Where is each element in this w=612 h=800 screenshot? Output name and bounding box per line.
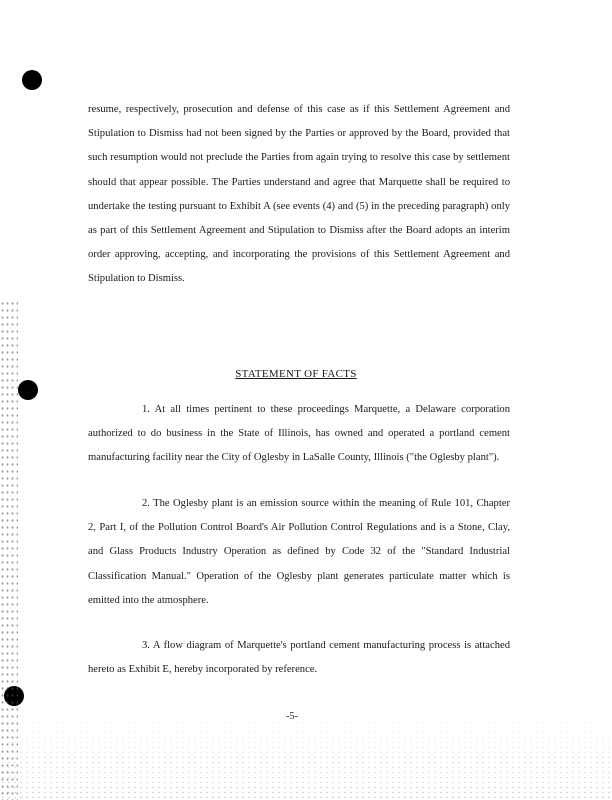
punch-hole-top: [22, 70, 42, 90]
fact-paragraph-1: 1. At all times pertinent to these proceedings Marquette, a Delaware corporation authorized to do business in the State of Illinois, has owned and operated a portland cement manufacturing facility near the City of Oglesby in LaSalle County, Illinois ("the Oglesby plant").: [88, 404, 510, 464]
continued-paragraph: resume, respectively, prosecution and defense of this case as if this Settlement Agreement and Stipulation to Dismiss had not been signed by the Parties or approved by the Board, provided that such resumption would not preclude the Parties from again trying to resolve this case by settlement should that appear possible. The Parties understand and agree that Marquette shall be required to undertake the testing pursuant to Exhibit A (see events (4) and (5) in the preceding paragraph) only as part of this Settlement Agreement and Stipulation to Dismiss after the Board adopts an interim order approving, accepting, and incorporating the provisions of this Settlement Agreement and Stipulation to Dismiss.: [88, 104, 510, 285]
scan-noise-bottom: [0, 710, 612, 800]
punch-hole-middle: [18, 380, 38, 400]
page-number: -5-: [286, 711, 298, 722]
fact-paragraph-3: 3. A flow diagram of Marquette's portland cement manufacturing process is attached hereto as Exhibit E, hereby incorporated by reference.: [88, 640, 510, 676]
section-heading: STATEMENT OF FACTS: [235, 368, 357, 380]
fact-paragraph-2: 2. The Oglesby plant is an emission source within the meaning of Rule 101, Chapter 2, Part I, of the Pollution Control Board's Air Pollution Control Regulations and is a Stone, Clay, and Glass Products Industry Operation as defined by Code 32 of the "Standard Industrial Classification Manual." Operation of the Oglesby plant generates particulate matter which is emitted into the atmosphere.: [88, 498, 510, 606]
